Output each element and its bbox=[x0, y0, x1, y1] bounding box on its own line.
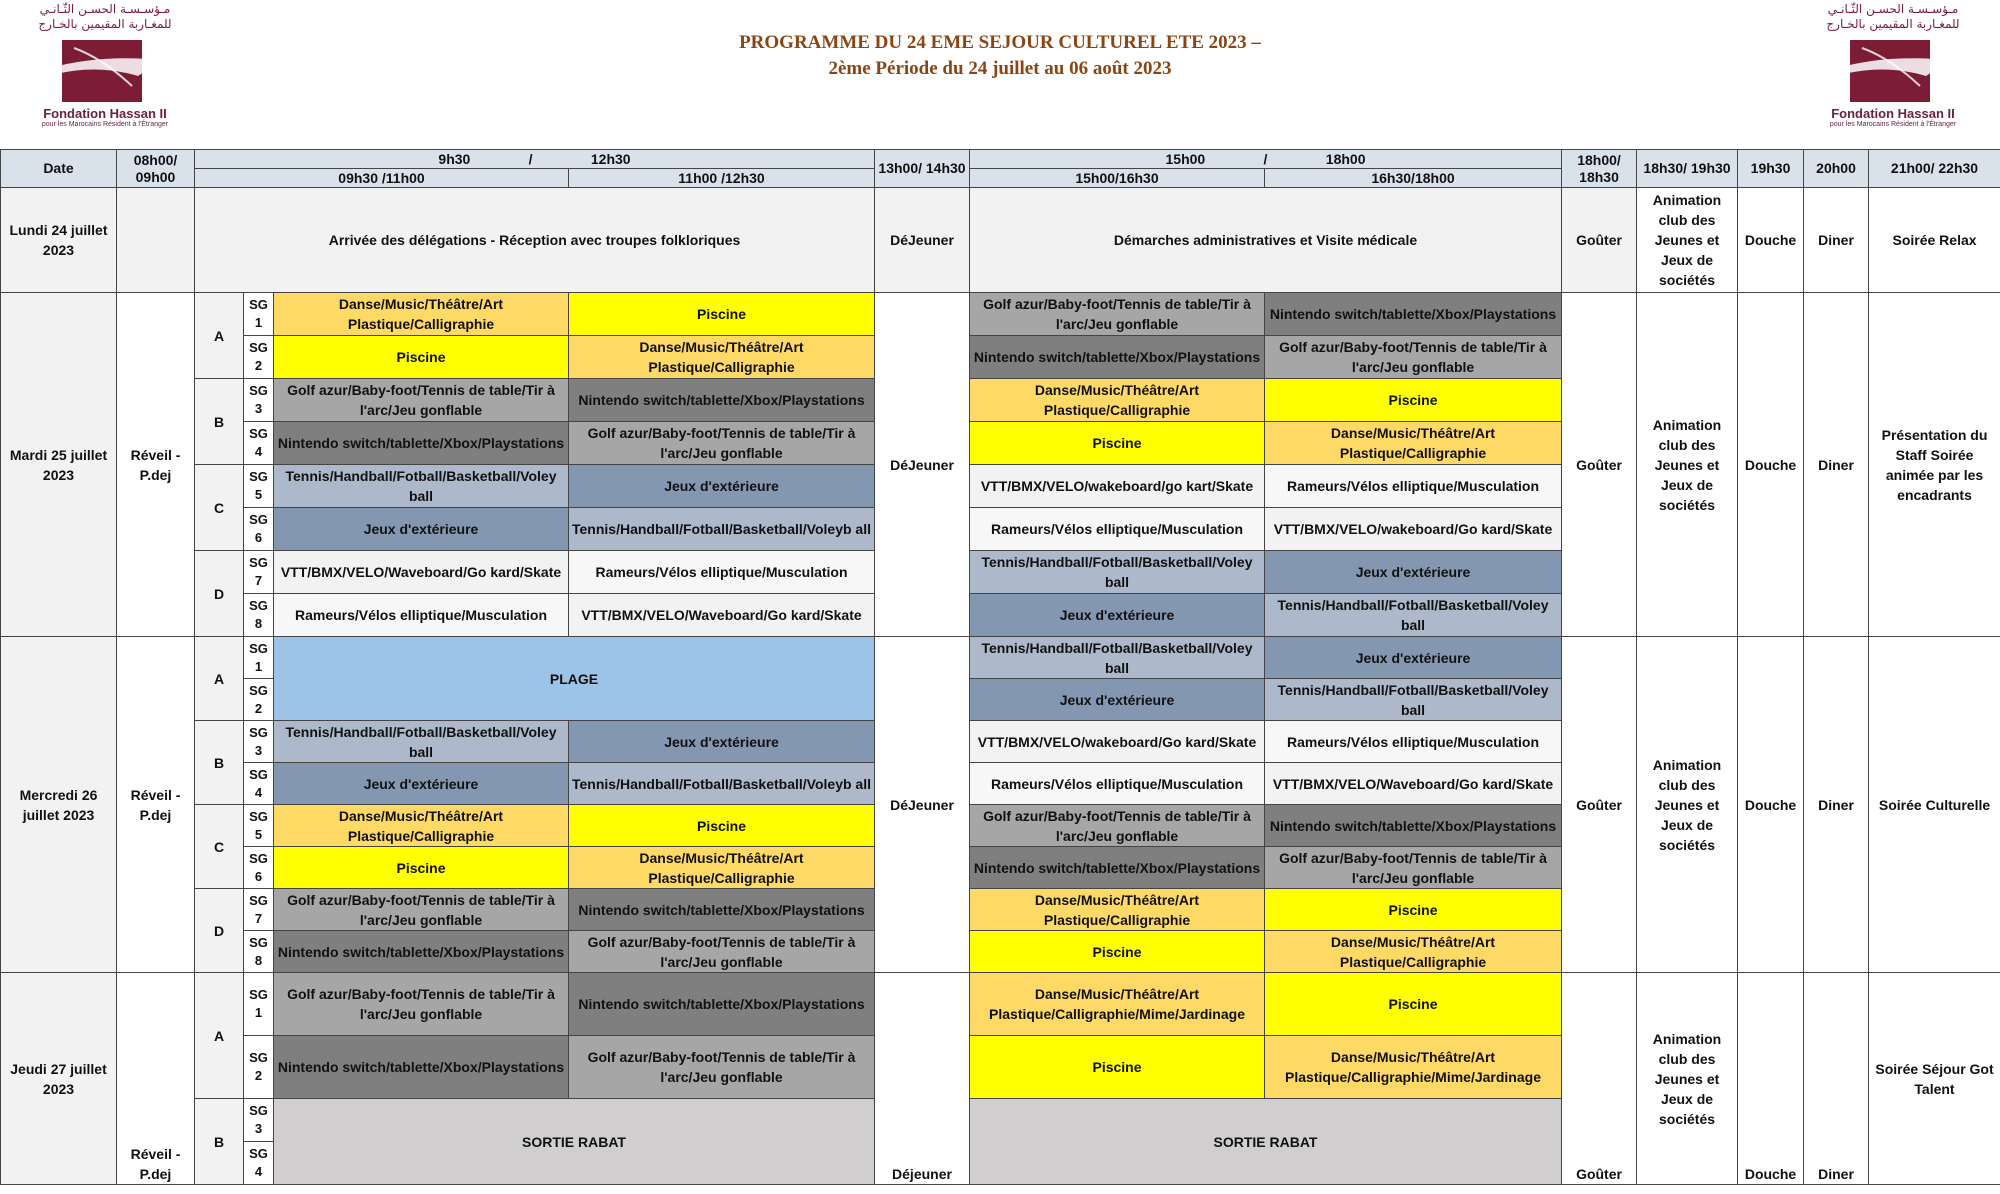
activity-cell: Piscine bbox=[970, 422, 1265, 465]
subgroup-label: SG 6 bbox=[244, 508, 274, 551]
activity-cell: Golf azur/Baby-foot/Tennis de table/Tir à l'arc/Jeu gonflable bbox=[274, 889, 569, 931]
header-soiree: 21h00/ 22h30 bbox=[1869, 150, 2000, 188]
subgroup-label: SG 1 bbox=[244, 637, 274, 679]
activity-cell: Tennis/Handball/Fotball/Basketball/Voley ball bbox=[274, 721, 569, 763]
logo-name: Fondation Hassan II bbox=[1831, 106, 1955, 121]
foundation-emblem-icon bbox=[1828, 34, 1958, 104]
activity-cell: Golf azur/Baby-foot/Tennis de table/Tir à l'arc/Jeu gonflable bbox=[274, 379, 569, 422]
activity-cell: VTT/BMX/VELO/wakeboard/Go kard/Skate bbox=[1265, 508, 1562, 551]
animation-cell: Animation club des Jeunes et Jeux de sociétés bbox=[1637, 973, 1738, 1185]
activity-cell: Rameurs/Vélos elliptique/Musculation bbox=[274, 594, 569, 637]
activity-cell: VTT/BMX/VELO/Waveboard/Go kard/Skate bbox=[569, 594, 875, 637]
activity-cell: Rameurs/Vélos elliptique/Musculation bbox=[1265, 465, 1562, 508]
foundation-emblem-icon bbox=[40, 34, 170, 104]
header-row-1 bbox=[1, 150, 2000, 169]
activity-cell: Golf azur/Baby-foot/Tennis de table/Tir à l'arc/Jeu gonflable bbox=[970, 805, 1265, 847]
activity-cell: Piscine bbox=[970, 1036, 1265, 1099]
header-afternoon-a: 15h00/16h30 bbox=[970, 169, 1265, 188]
activity-cell: Danse/Music/Théâtre/Art Plastique/Calligraphie bbox=[569, 847, 875, 889]
group-label: A bbox=[195, 637, 244, 721]
page-title bbox=[570, 30, 1430, 82]
group-label: A bbox=[195, 293, 244, 379]
header-gouter: 18h00/ 18h30 bbox=[1562, 150, 1637, 188]
header-douche: 19h30 bbox=[1738, 150, 1804, 188]
activity-cell: Piscine bbox=[1265, 889, 1562, 931]
diner-cell: Diner bbox=[1804, 188, 1869, 293]
activity-cell: Danse/Music/Théâtre/Art Plastique/Calligraphie bbox=[970, 889, 1265, 931]
subgroup-label: SG 5 bbox=[244, 465, 274, 508]
subgroup-label: SG 2 bbox=[244, 679, 274, 721]
douche-cell: Douche bbox=[1738, 637, 1804, 973]
activity-cell: Danse/Music/Théâtre/Art Plastique/Calligraphie/Mime/Jardinage bbox=[1265, 1036, 1562, 1099]
activity-cell: Jeux d'extérieure bbox=[1265, 551, 1562, 594]
title-line-2: 2ème Période du 24 juillet au 06 août 2023 bbox=[828, 58, 1172, 79]
activity-cell: Nintendo switch/tablette/Xbox/Playstations bbox=[274, 1036, 569, 1099]
gouter-cell: Goûter bbox=[1562, 637, 1637, 973]
activity-cell: VTT/BMX/VELO/wakeboard/Go kard/Skate bbox=[970, 721, 1265, 763]
logo-subtitle: pour les Marocains Résident à l'Étranger bbox=[1829, 121, 1957, 128]
activity-cell: Tennis/Handball/Fotball/Basketball/Voley ball bbox=[970, 551, 1265, 594]
activity-cell: VTT/BMX/VELO/wakeboard/go kart/Skate bbox=[970, 465, 1265, 508]
activity-cell: Jeux d'extérieure bbox=[569, 465, 875, 508]
row-mardi-sg1 bbox=[1, 293, 2000, 336]
reveil-empty bbox=[117, 188, 195, 293]
reveil-cell: Réveil - P.dej bbox=[117, 293, 195, 637]
subgroup-label: SG 8 bbox=[244, 594, 274, 637]
activity-cell: Danse/Music/Théâtre/Art Plastique/Calligraphie bbox=[1265, 931, 1562, 973]
activity-cell: Jeux d'extérieure bbox=[1265, 637, 1562, 679]
logo-name: Fondation Hassan II bbox=[43, 106, 167, 121]
activity-cell: Nintendo switch/tablette/Xbox/Playstations bbox=[569, 973, 875, 1036]
activity-cell: VTT/BMX/VELO/Waveboard/Go kard/Skate bbox=[1265, 763, 1562, 805]
soiree-cell: Présentation du Staff Soirée animée par les encadrants bbox=[1869, 293, 2000, 637]
activity-cell: VTT/BMX/VELO/Waveboard/Go kard/Skate bbox=[274, 551, 569, 594]
activity-cell: Danse/Music/Théâtre/Art Plastique/Calligraphie/Mime/Jardinage bbox=[970, 973, 1265, 1036]
group-label: C bbox=[195, 465, 244, 551]
header-date: Date bbox=[1, 150, 117, 188]
activity-cell: Jeux d'extérieure bbox=[274, 508, 569, 551]
activity-cell: Golf azur/Baby-foot/Tennis de table/Tir à l'arc/Jeu gonflable bbox=[274, 973, 569, 1036]
activity-cell: Danse/Music/Théâtre/Art Plastique/Calligraphie bbox=[970, 379, 1265, 422]
subgroup-label: SG 8 bbox=[244, 931, 274, 973]
subgroup-label: SG 5 bbox=[244, 805, 274, 847]
subgroup-label: SG 4 bbox=[244, 422, 274, 465]
header-lunch: 13h00/ 14h30 bbox=[875, 150, 970, 188]
activity-cell: Jeux d'extérieure bbox=[569, 721, 875, 763]
lunch-cell: Déjeuner bbox=[875, 973, 970, 1185]
activity-cell: Nintendo switch/tablette/Xbox/Playstations bbox=[569, 379, 875, 422]
activity-cell: Piscine bbox=[569, 805, 875, 847]
activity-cell: Piscine bbox=[1265, 973, 1562, 1036]
group-label: D bbox=[195, 889, 244, 973]
activity-cell: Tennis/Handball/Fotball/Basketball/Voley ball bbox=[1265, 679, 1562, 721]
plage-cell: PLAGE bbox=[274, 637, 875, 721]
group-label: A bbox=[195, 973, 244, 1099]
reveil-cell: Réveil - P.dej bbox=[117, 973, 195, 1185]
activity-cell: Jeux d'extérieure bbox=[970, 594, 1265, 637]
activity-cell: Tennis/Handball/Fotball/Basketball/Voley ball bbox=[1265, 594, 1562, 637]
diner-cell: Diner bbox=[1804, 637, 1869, 973]
diner-cell: Diner bbox=[1804, 293, 1869, 637]
soiree-cell: Soirée Relax bbox=[1869, 188, 2000, 293]
douche-cell: Douche bbox=[1738, 973, 1804, 1185]
day-date: Jeudi 27 juillet 2023 bbox=[1, 973, 117, 1185]
subgroup-label: SG 2 bbox=[244, 336, 274, 379]
subgroup-label: SG 2 bbox=[244, 1036, 274, 1099]
row-jeudi-sg1 bbox=[1, 973, 2000, 1036]
title-line-1: PROGRAMME DU 24 EME SEJOUR CULTUREL ETE 2023 – bbox=[739, 32, 1261, 53]
activity-cell: Jeux d'extérieure bbox=[970, 679, 1265, 721]
activity-cell: Nintendo switch/tablette/Xbox/Playstations bbox=[970, 336, 1265, 379]
header-morning-b: 11h00 /12h30 bbox=[569, 169, 875, 188]
activity-cell: Piscine bbox=[569, 293, 875, 336]
activity-cell: Piscine bbox=[970, 931, 1265, 973]
activity-cell: Tennis/Handball/Fotball/Basketball/Voley ball bbox=[970, 637, 1265, 679]
gouter-cell: Goûter bbox=[1562, 973, 1637, 1185]
header-morning-a: 09h30 /11h00 bbox=[195, 169, 569, 188]
activity-cell: Nintendo switch/tablette/Xbox/Playstations bbox=[970, 847, 1265, 889]
subgroup-label: SG 3 bbox=[244, 379, 274, 422]
activity-cell: Danse/Music/Théâtre/Art Plastique/Calligraphie bbox=[569, 336, 875, 379]
schedule-table bbox=[0, 149, 2000, 1185]
subgroup-label: SG 1 bbox=[244, 973, 274, 1036]
row-mercredi-sg1 bbox=[1, 637, 2000, 679]
group-label: B bbox=[195, 721, 244, 805]
logo-subtitle: pour les Marocains Résident à l'Étranger bbox=[41, 121, 169, 128]
afternoon-activity: Démarches administratives et Visite médicale bbox=[970, 188, 1562, 293]
activity-cell: Golf azur/Baby-foot/Tennis de table/Tir à l'arc/Jeu gonflable bbox=[569, 1036, 875, 1099]
activity-cell: Jeux d'extérieure bbox=[274, 763, 569, 805]
activity-cell: Rameurs/Vélos elliptique/Musculation bbox=[569, 551, 875, 594]
sortie-cell-morning: SORTIE RABAT bbox=[274, 1099, 875, 1185]
subgroup-label: SG 3 bbox=[244, 1099, 274, 1142]
subgroup-label: SG 6 bbox=[244, 847, 274, 889]
activity-cell: Rameurs/Vélos elliptique/Musculation bbox=[1265, 721, 1562, 763]
logo-arabic-line2: للمغـاربة المقيمين بالخـارج bbox=[38, 17, 172, 31]
soiree-cell: Soirée Culturelle bbox=[1869, 637, 2000, 973]
activity-cell: Tennis/Handball/Fotball/Basketball/Voleyb all bbox=[569, 508, 875, 551]
animation-cell: Animation club des Jeunes et Jeux de sociétés bbox=[1637, 637, 1738, 973]
activity-cell: Danse/Music/Théâtre/Art Plastique/Calligraphie bbox=[274, 805, 569, 847]
sortie-cell-afternoon: SORTIE RABAT bbox=[970, 1099, 1562, 1185]
header-reveil: 08h00/ 09h00 bbox=[117, 150, 195, 188]
diner-cell: Diner bbox=[1804, 973, 1869, 1185]
header-morning: 9h30 / 12h30 bbox=[195, 150, 875, 169]
subgroup-label: SG 4 bbox=[244, 1142, 274, 1185]
header-afternoon-b: 16h30/18h00 bbox=[1265, 169, 1562, 188]
activity-cell: Golf azur/Baby-foot/Tennis de table/Tir à l'arc/Jeu gonflable bbox=[569, 931, 875, 973]
activity-cell: Rameurs/Vélos elliptique/Musculation bbox=[970, 508, 1265, 551]
soiree-cell: Soirée Séjour Got Talent bbox=[1869, 973, 2000, 1185]
activity-cell: Nintendo switch/tablette/Xbox/Playstations bbox=[1265, 805, 1562, 847]
morning-activity: Arrivée des délégations - Réception avec troupes folkloriques bbox=[195, 188, 875, 293]
activity-cell: Nintendo switch/tablette/Xbox/Playstations bbox=[274, 931, 569, 973]
lunch-cell: DéJeuner bbox=[875, 637, 970, 973]
activity-cell: Nintendo switch/tablette/Xbox/Playstations bbox=[1265, 293, 1562, 336]
activity-cell: Golf azur/Baby-foot/Tennis de table/Tir à l'arc/Jeu gonflable bbox=[1265, 336, 1562, 379]
activity-cell: Nintendo switch/tablette/Xbox/Playstations bbox=[569, 889, 875, 931]
douche-cell: Douche bbox=[1738, 293, 1804, 637]
group-label: C bbox=[195, 805, 244, 889]
day-date: Lundi 24 juillet 2023 bbox=[1, 188, 117, 293]
lunch-cell: DéJeuner bbox=[875, 188, 970, 293]
group-label: B bbox=[195, 379, 244, 465]
animation-cell: Animation club des Jeunes et Jeux de sociétés bbox=[1637, 188, 1738, 293]
logo-arabic-line2: للمغـاربة المقيمين بالخـارج bbox=[1826, 17, 1960, 31]
logo-arabic-line1: مـؤسـسـة الحسـن الثّـانـي bbox=[39, 2, 171, 16]
animation-cell: Animation club des Jeunes et Jeux de sociétés bbox=[1637, 293, 1738, 637]
douche-cell: Douche bbox=[1738, 188, 1804, 293]
subgroup-label: SG 7 bbox=[244, 551, 274, 594]
activity-cell: Golf azur/Baby-foot/Tennis de table/Tir à l'arc/Jeu gonflable bbox=[970, 293, 1265, 336]
gouter-cell: Goûter bbox=[1562, 293, 1637, 637]
group-label: B bbox=[195, 1099, 244, 1185]
reveil-cell: Réveil - P.dej bbox=[117, 637, 195, 973]
activity-cell: Golf azur/Baby-foot/Tennis de table/Tir à l'arc/Jeu gonflable bbox=[569, 422, 875, 465]
row-lundi bbox=[1, 188, 2000, 293]
subgroup-label: SG 4 bbox=[244, 763, 274, 805]
header-diner: 20h00 bbox=[1804, 150, 1869, 188]
gouter-cell: Goûter bbox=[1562, 188, 1637, 293]
logo-left bbox=[20, 2, 190, 148]
activity-cell: Nintendo switch/tablette/Xbox/Playstations bbox=[274, 422, 569, 465]
day-date: Mercredi 26 juillet 2023 bbox=[1, 637, 117, 973]
header-anim: 18h30/ 19h30 bbox=[1637, 150, 1738, 188]
activity-cell: Golf azur/Baby-foot/Tennis de table/Tir à l'arc/Jeu gonflable bbox=[1265, 847, 1562, 889]
logo-right bbox=[1808, 2, 1978, 148]
activity-cell: Piscine bbox=[274, 847, 569, 889]
activity-cell: Piscine bbox=[1265, 379, 1562, 422]
subgroup-label: SG 7 bbox=[244, 889, 274, 931]
subgroup-label: SG 1 bbox=[244, 293, 274, 336]
header-afternoon: 15h00 / 18h00 bbox=[970, 150, 1562, 169]
lunch-cell: DéJeuner bbox=[875, 293, 970, 637]
subgroup-label: SG 3 bbox=[244, 721, 274, 763]
activity-cell: Danse/Music/Théâtre/Art Plastique/Calligraphie bbox=[1265, 422, 1562, 465]
activity-cell: Tennis/Handball/Fotball/Basketball/Voley ball bbox=[274, 465, 569, 508]
group-label: D bbox=[195, 551, 244, 637]
activity-cell: Danse/Music/Théâtre/Art Plastique/Calligraphie bbox=[274, 293, 569, 336]
activity-cell: Piscine bbox=[274, 336, 569, 379]
day-date: Mardi 25 juillet 2023 bbox=[1, 293, 117, 637]
logo-arabic-line1: مـؤسـسـة الحسـن الثّـانـي bbox=[1827, 2, 1959, 16]
activity-cell: Tennis/Handball/Fotball/Basketball/Voleyb all bbox=[569, 763, 875, 805]
activity-cell: Rameurs/Vélos elliptique/Musculation bbox=[970, 763, 1265, 805]
